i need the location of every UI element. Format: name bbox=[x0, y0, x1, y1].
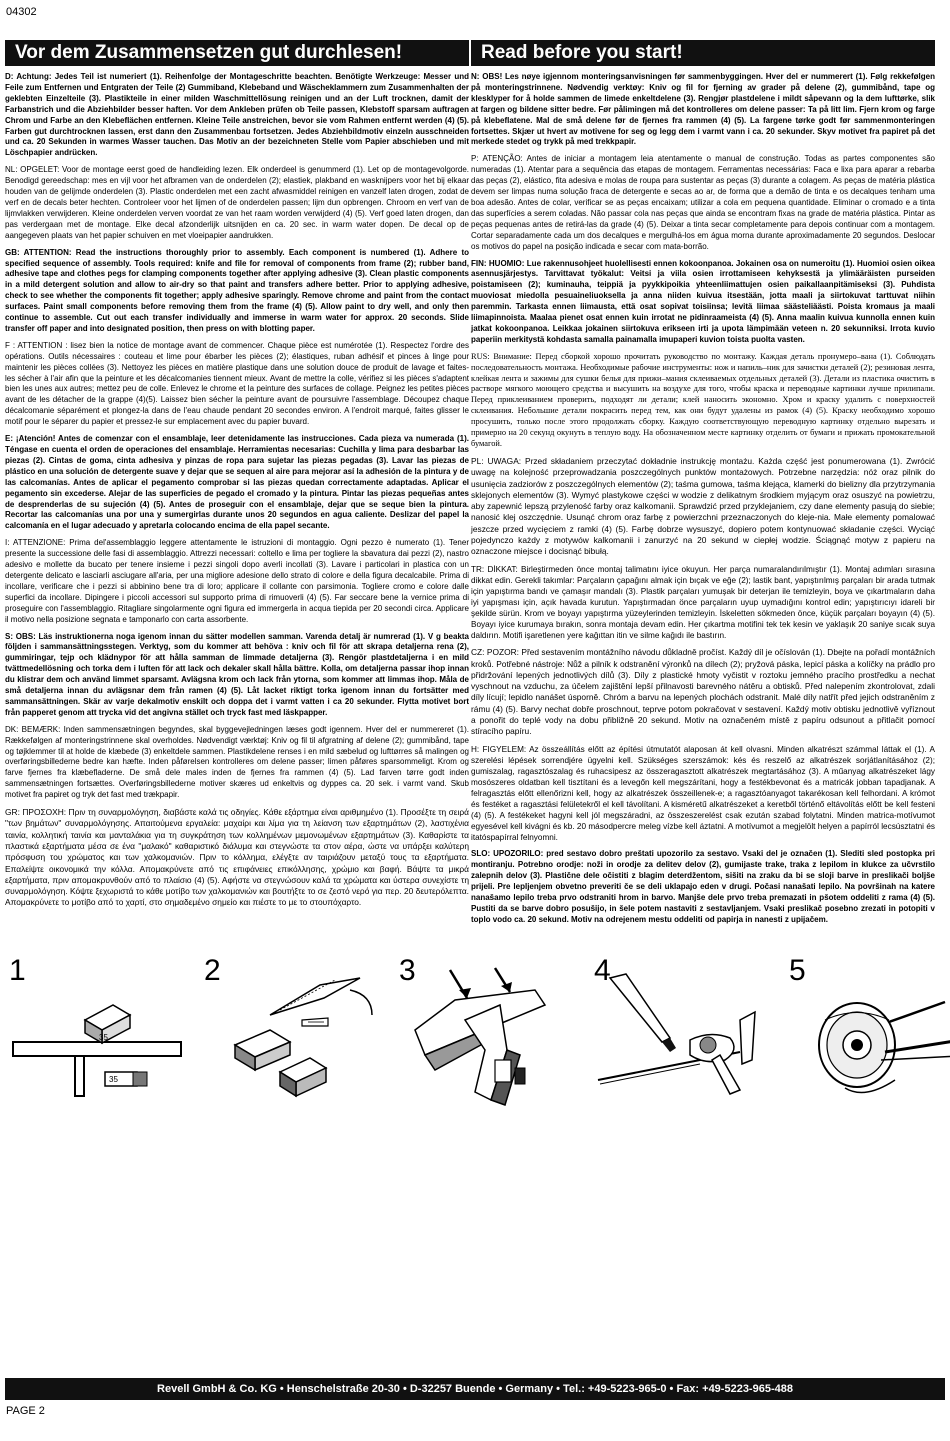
instruction-figures bbox=[5, 954, 945, 1120]
left-column bbox=[5, 40, 469, 915]
decal-water-illustration bbox=[785, 960, 950, 1120]
header-right: Read before you start! bbox=[471, 40, 935, 66]
instruction-paragraph-i: I: ATTENZIONE: Prima del'assemblaggio leggere attentamente le istruzioni di montaggio. Ogni pezzo è numerato (1). Tener presente la successione delle fasi di assemblaggio. Attrezzi necessari: coltello e lima per togliere la sbavatura dai pezzi (2), nastro adesivo e mollette da bucato per tenere insieme i pezzi singoli dopo averli incollati (3). Lavare i particolari in plastica con un detergente delicato e lasciarli asciugare all'aria, per una migliore adesione dello strato di colore e della figura decalcabile. Prima di incollare, verificare che i pezzi si abbinino bene tra di loro; applicare il collante con parsimonia. Togliere cromo e colore dalle superfici da incollare. Dipingere i piccoli accessori sul supporto prima di rimuoverli (4) (5). Far seccare bene la vernice prima di proseguire con l'assemblaggio. Ritagliare singolarmente ogni figura ed immergerla in acqua tiepida per 20 secondi circa. Applicare il motivo nella posizione segnata e tamponarlo con carta assorbente. bbox=[5, 538, 469, 624]
instruction-paragraph-e: E: ¡Atención! Antes de comenzar con el ensamblaje, leer detenidamente las instrucciones. Cada pieza va numerada (1). Téngase en cuenta el orden de operaciones del ensamblaje. Herramientas necesarias: Cuchilla y lima para desbarbar las piezas (2). Cintas de goma, cinta adhesiva y pinzas de ropa para sujetar las piezas pegadas (3). Lavar las piezas de plástico en una solución de detergente suave y dejar que se sequen al aire para mejorar así la adhesión de la pintura y de las calcomanías. Antes de aplicar el pegamento comprobar si las piezas quedan correctamente adaptadas. Aplicar el pegamento sin excederse. Alejar de las superficies de pegado el cromado y la pintura. Pintar las piezas pequeñas antes de desprenderlas de su sujeción (4) (5). Antes de proseguir con el ensamblaje, dejar que se seque bien la pintura. Recortar las calcomanías una por una y sumergirlas durante unos 20 segundos en agua caliente. Deslizar del papel la calcomanía en el lugar adecuado y apretarla colocando encima de ella papel secante. bbox=[5, 434, 469, 531]
painting-illustration bbox=[590, 960, 770, 1120]
clamping-illustration bbox=[395, 960, 575, 1120]
left-paragraphs bbox=[5, 72, 469, 909]
instruction-paragraph-p: P: ATENÇÃO: Antes de iniciar a montagem leia atentamente o manual de construção. Todas as partes componentes são numeradas (1). Atentar para a sequência das etapas de montagem. Ferramentas necessárias: Faca e lixa para aparar a rebarba das peças (2), elástico, fita adesiva e molas de roupa para sustentar as peças (3) durante a colagem. As peças de matéria plástica devem ser limpas numa solução fraca de detergente e secas ao ar, de forma que a demão de tinta e os decalques tenham uma boa adesão. Antes de colar, verificar se as peças encaixam; utilizar a cola em pequena quantidade. Eliminar o cromado e a tinta das superfícies a serem coladas. Não passar cola nas peças que ainda se encontram fixas na grade de matéria plástica. Pintar as peças pequenas antes de retirá-las da grade (4) (5). Deixar a tinta secar completamente para depois continuar com a montagem. Cortar separadamente cada um dos decalques e mergulhá-los em água morna durante aproximadamente 20 segundos. Deslocar os motivos do papel na posição indicada e secar com mata-borrão. bbox=[471, 154, 935, 251]
instruction-paragraph-f: F : ATTENTION : lisez bien la notice de montage avant de commencer. Chaque pièce est numérotée (1). Respectez l'ordre des opérations. Outils nécessaires : couteau et lime pour ébarber les pièces (2); élastiques, ruban adhésif et pinces à linge pour maintenir les pièces collées (3). Nettoyez les pièces en matière plastique dans une solution douce de produit de lavage et faites-les sécher à l'air afin que la peinture et les décalcomanies tiennent mieux. Avant de mettre la colle, vérifiez si les pièces s'adaptent bien les unes aux autres; mettez peu de colle. Enlevez le chrome et la peinture des surfaces de collage. Peignez les petites pièces avant de les détacher de la grappe (4)(5). Laissez bien sécher la peinture avant de poursuivre l'assemblage. Découpez chaque décalcomanie séparément et plongez-la dans de l'eau chaude pendant 20 secondes environ. A l'endroit marqué, faites glisser le motif pour le séparer du papier et pressez-le sur emplacement avec du papier buvard. bbox=[5, 340, 469, 427]
page-number: PAGE 2 bbox=[6, 1405, 45, 1417]
instruction-paragraph-s: S: OBS: Läs instruktionerna noga igenom innan du sätter modellen samman. Varenda detalj är numrerad (1). V g beakta följden i sammansättningsstegen. Verktyg, som du kommer att behöva : kniv och fil för att skrapa detaljerna rena (2), gummiringar, tejp och klädnypor för att hålla samman de limmade detaljerna (3). Rengör plastdetaljerna i en mild tvättmedellösning och torka dem i luften för att lack och dekaler skall hålla bättre. Kolla, om detaljerna passar ihop innan du klistrar dem och använd limmet sparsamt. Avlägsna krom och lack från ytorna, som kommer att limmas ihop. Måla de små detaljerna innan du avlägsnar dem från ramen (4) (5). Låt lacket riktigt torka igenom innan du fortsätter med sammansättningen. Skär av varje dekalmotiv enskilt och doppa det i varmt vatten i ca 20 sekunder. Flytta motivet bort från papperet genom att trycka vid det angivna stället och tryck fast med läskpapper. bbox=[5, 631, 469, 717]
figure-5 bbox=[785, 954, 950, 1120]
knife-file-illustration bbox=[200, 960, 380, 1120]
instruction-paragraph-slo: SLO: UPOZORILO: pred sestavo dobro preštati upozorilo za sestavo. Vsaki del je označen (1). Slediti sled postopka pri montiranju. Potrebno orodje: noži in orodje za delitev delov (2), gumijaste trake, traka z lepilom in klukce za učvrstilo zalepnih delov (3). Plastične dele očistiti z blagim deterdžentom, sišiti na zraku da bi se sloji barve in preslikači boljše prijeli. Pre lepljenjem obvetno preveriti če se deli uklapajo eden v drugi. Počasi nanašati lepilo. Na površinah na katere nanašamo lepilo treba prvo odstraniti hrom in barvo. Manjše dele prvo treba premazati in pšotem oddeliti z rama (4) (5). Pustiti da se barve dobro posušijo, in šele potem nastaviti z sestavljanjem. Vsaki preslikač posebno zrezati in potopiti v toplo vodo ca. 20 sekund. Motiv na odrejenem mestu oddeliti od papirja in nanesti z upijačem. bbox=[471, 849, 935, 924]
figure-number: 2 bbox=[204, 954, 221, 987]
figure-1 bbox=[5, 954, 185, 1120]
instruction-paragraph-h: H: FIGYELEM: Az összeállítás előtt az építési útmutatót alaposan át kell olvasni. Minden alkatrészt számmal láttak el (1). A szerelési lépések sorrendjére ügyelni kell. Szükséges szerszámok: kés és reszelő az alkatrészek sorjátlanításához (2); gumiszalag, ragasztószalag és ruhacsipesz az összeragasztott alkatrészek megtartásához (3). A műanyag alkatrészeket lágy mosószeres oldatban kell tisztítani és a levegőn kell megszárítani, hogy a festékbevonat és a matricák jobban tapadjanak. A felragasztás előtt ellenőrizni kell, hogy az alkatrészek összeillenek-e; a ragasztóanyagot takarékosan kell felhordani. A krómot és festéket a ragasztási felületekről el kell távolítani. A kisméretű alkatrészeket a keretből történő eltávolítás előtt be kell festeni (4) (5). A festékeket hagyni kell jól megszáradni, az összeszerelést csak ezután szabad folytatni. Minden matrica-motívumot egyesével kell kivágni és kb. 20 másodpercre meleg vízbe kell áztatni. A motívumot a megjelölt helyen a papírról lecsúsztatni és itatóspapírral felnyomni. bbox=[471, 744, 935, 843]
figure-number: 3 bbox=[399, 954, 416, 987]
header-left: Vor dem Zusammensetzen gut durchlesen! bbox=[5, 40, 469, 66]
figure-3 bbox=[395, 954, 575, 1120]
figure-number: 5 bbox=[789, 954, 806, 987]
instruction-paragraph-cz: CZ: POZOR: Před sestavením montážního návodu důkladně pročíst. Každý díl je očíslován (1). Dbejte na pořadí montážních kroků. Potřebné nástroje: Nůž a pilník k odstranění výronků na dílech (2); pryžová páska, lepicí páska a kolíčky na prádlo pro přidržování lepených jednotlivých dílů (3). Díly z plastické hmoty vyčistit v roztoku jemného pracího prostředku a nechat vyschnout na vzduchu, za účelem zajištění lepší přilnavosti barevného nátěru a obtisků. Před nalepením zkontrolovat, zdali díly lícují; lepidlo nanášet úsporně. Chróm a barvu na lepených plochách odstranit. Malé díly natřít před jejich odstraněním z rámu (4) (5). Barvy nechat dobře proschnout, teprve potom pokračovat v sestavení. Každý motiv obtisku jednotlivě vyříznout a ponořit do teplé vody na dobu přibližně 20 sekund. Motiv na označeném místě z papíru odsunout a přitlačit pomocí stíracího papíru. bbox=[471, 647, 935, 737]
figure-number: 4 bbox=[594, 954, 611, 987]
numbered-parts-illustration bbox=[5, 960, 185, 1120]
figure-2 bbox=[200, 954, 380, 1120]
instruction-paragraph-gr: GR: ΠΡΟΣΟΧΗ: Πριν τη συναρμολόγηση, διαβάστε καλά τις οδηγίες. Κάθε εξάρτημα είναι αριθμημένο (1). Προσέξτε τη σειρά "των βημάτων" συναρμολόγησης. Απαιτούμενα εργαλεία: μαχαίρι και λίμα για τη λείανση των εξαρτημάτων (2), λαστιχένια ταινία, κολλητική ταινία και μανταλάκια για τη συγκράτηση των κολλημένων μεμονωμένων εξαρτημάτων (3). Καθαρίστε τα πλαστικά εξαρτήματα μέσα σε ένα "μαλακό" καθαριστικό διάλυμα και στεγνώστε τα στον αέρα, ώστε να υπάρξει καλύτερη πρόσφυση του χρώματος και των χαλκομανιών. Πριν το κόλλημα, ελέγξτε αν ταιριάζουν μεταξύ τους τα εξαρτήματα. Επαλείψτε οικονομικά την κόλλα. Απομακρύνετε από τις επιφάνειες επικόλλησης, χρώμιο και βαφή. Βάψτε τα μικρά εξαρτήματα, πριν απομακρυνθούν από το πλαίσιο (4) (5). Αφήστε να στεγνώσουν καλά τα χρώματα και ύστερα συνεχίστε τη συναρμολόγηση. Κόψτε ξεχωριστά το κάθε μοτίβο των χαλκομανιών και βουτήξτε το σε ζεστό νερό για περ. 20 δευτερόλεπτα. Απομακρύνετε το μοτίβο από το χαρτί, στο σημαδεμένο σημείο και πιέστε το με το στουπόχαρτο. bbox=[5, 807, 469, 908]
instruction-paragraph-gb: GB: ATTENTION: Read the instructions thoroughly prior to assembly. Each component is numbered (1). Adhere to specified sequence of assembly. Tools required: knife and file for removal of components from frame (2); rubber band, adhesive tape and clothes pegs for clamping components together after applying adhesive (3). Clean plastic components in a mild detergent solution and allow to air-dry so that paint and transfers adhere better. Prior to applying adhesive, check to see whether the components fit together; apply adhesive sparingly. Remove chrome and paint from the contact surfaces. Paint small components before removing them from the frame (4) (5). Allow paint to dry well, and only then continue to assemble. Cut out each transfer individually and immerse in warm water for approx. 20 seconds. Slide transfer off paper and into designated position, then press on with blotting paper. bbox=[5, 247, 469, 333]
instruction-paragraph-de: D: Achtung: Jedes Teil ist numeriert (1). Reihenfolge der Montageschritte beachten. Benötigte Werkzeuge: Messer und Feile zum Entfernen und Entgraten der Teile (2) Gummiband, Klebeband und Wäscheklammern zum Zusammenhalten der geklebten Einzelteile (3). Plastikteile in einer milden Waschmittellösung reinigen und an der Luft trocknen, damit der Farbanstrich und die Abziehbilder besser haften. Vor dem Ankleben prüfen ob Teile passen, Klebstoff sparsam auftragen Chrom und Farbe an den Klebeflächen entfernen. Kleine Teile anstreichen, bevor sie vom Rahmen entfernt werden (4) (5). Farben gut durchtrocknen lassen, erst dann den Zusammenbau fortsetzen. Jedes Abziehbildmotiv einzeln ausschneiden und ca. 20 Sekunden in warmes Wasser tauchen. Das Motiv an der bezeichneten Stelle vom Papier abschieben und mit Löschpapier andrücken. bbox=[5, 72, 469, 158]
instruction-paragraph-dk: DK: BEMÆRK: Inden sammensætningen begyndes, skal byggevejledningen læses godt igennem. Hver del er nummereret (1). Rækkefølgen af monteringstrinnene skal overholdes. Nødvendigt værktøj: Kniv og fil til afgratning af delene (2); gummibånd, tape og tøjklemmer til at holde de klæbede (3) enkeltdele sammen. Plastikdelene renses i en mild sæbelud og lufttørres så malingen og overføringsbillederne bedre kan hæfte. Inden påførelsen kontrolleres om delene passer; limen påføres sparsommeligt. Krom og farve fjernes fra klæbefladerne. De små dele males inden de fjernes fra rammen (4) (5). Lad farven tørre godt inden sammensætningen fortsættes. Overføringsbillederne motiver skæres ud enkeltvis og dyppes ca. 20 sek. i varmt vand. Skub motivet fra papiret og tryk det fast med trækpapir. bbox=[5, 724, 469, 800]
instruction-paragraph-rus: RUS: Внимание: Перед сборкой хорошо прочитать руководство по монтажу. Каждая деталь пронумеро–вана (1). Соблюдать последовательность монтажа. Необходимые рабочие инструменты: нож и напиль–ник для зачистки деталей (2); резиновая лента, клейкая лента и зажимы для сушки белья для пpижи–мания склеиваемых отдельных деталей (3). Детали из пластика очистить в растворе мягкого моющего средства и высушить на воздухе для того, чтобы краска и переводные картинки лучше прилипали. Перед приклеиванием проверить, подходят ли детали; клей наносить экономно. Хром и краску удалить с поверхностей склеивания. Небольшие детали покрасить перед тем, как они будут удалены из рамок (4) (5). Краску необходимо хорошо просушить, только после этого продолжать сборку. Каждую соответствующую переводную картинку отдельно вырезать и примерно на 20 секунд окунуть в теплую воду. На обозначенном месте картинку отделить от бумаги и прижать промокательной бумагой. bbox=[471, 351, 935, 448]
instruction-paragraph-fin: FIN: HUOMIO: Lue rakennusohjeet huolellisesti ennen kokoonpanoa. Jokainen osa on numeroitu (1). Huomioi osien oikea asennusjärjestys. Tarvittavat työkalut: Veitsi ja viila osien irrottamiseen kehyksestä ja ylimääräisten purseiden poistamiseen (2); kuminauha, teippiä ja pyykkipoikia yhteenliimattujen osien paikallaanpitämiseksi (3). Puhdista muoviosat miedolla pesuaineliuoksella ja anna niiden kuivua itsestään, jotta maali ja siirtokuvat tarttuvat niihin paremmin. Tarkasta ennen liimausta, että osat sopivat toisiinsa; levitä liimaa säästeliäästi. Poista kromaus ja maali liimapinnoista. Maalaa pienet osat ennen kuin irrotat ne pidinraameista (4) (5). Anna maalin kuivua kunnolla ennen kuin jatkat kokoonpanoa. Leikkaa jokainen siirtokuva erikseen irti ja upota lämpimään veteen n. 20 sekunniksi. Irrota kuvio paperiin merkitystä kohdasta samalla painamalla imupaperi kuvion toista puolta vasten. bbox=[471, 258, 935, 344]
part-number-label: 35 bbox=[99, 1033, 108, 1042]
figure-number: 1 bbox=[9, 954, 26, 987]
footer-address: Revell GmbH & Co. KG • Henschelstraße 20-30 • D-32257 Buende • Germany • Tel.: +49-5223-965-0 • Fax: +49-5223-965-488 bbox=[5, 1378, 945, 1400]
instruction-paragraph-nl: NL: OPGELET: Voor de montage eerst goed de handleiding lezen. Elk onderdeel is genummerd (1). Let op de montagevolgorde. Benodigd gereedschap: mes en vijl voor het afbramen van de onderdelen (2); elastiek, plakband en wasknijpers voor het bij elkaar houden van de gelijmde onderdelen (3). Plastic onderdelen met een zacht afwasmiddel reinigen en vanzelf laten drogen, zodat de verf en de decals beter hechten. Controleer voor het lijmen of de onderdelen passen; lijm dun opbrengen. Chroom en verf van de lijmvlakken verwijderen. Kleine onderdelen verven voordat ze van het raam worden verwijderd (4) (5). Verf goed laten drogen, dan pas verdergaan met de montage. Elke decal afzonderlijk uitsnijden en ca. 20 sec. in warm water dopen. De decal op de aangegeven plaats van het papier schuiven en met vloeipapier aandrukken. bbox=[5, 165, 469, 240]
right-column bbox=[471, 40, 935, 932]
figure-4 bbox=[590, 954, 770, 1120]
instruction-paragraph-tr: TR: DİKKAT: Birleştirmeden önce montaj talimatını iyice okuyun. Her parça numaralandırılmıştır (1). Montaj adımları sırasına dikkat edin. Gerekli takımlar: Parçaların çapağını almak için bıçak ve eğe (2); lastik bant, yapıştırılmış parçaları bir arada tutmak için yapıştırma bandı ve çamaşır mandalı (3). Plastik parçaları yumuşak bir deterjan ile temizleyin, boya ve çıkartmaların daha iyi yapışması için, açık havada kurutun. Yapıştırmadan önce parçaların uyup uymadığını kontrol edin; yapıştırıcıyı idareli bir şekilde sürün. Krom ve boyayı yapıştırma yüzeylerinden temizleyin. İskeletten sökmeden önce, küçük parçaları boyayın (4) (5). Boyayı iyice kurumaya bırakın, sonra montaja devam edin. Her çıkartma motifini tek tek kesin ve yaklaşık 20 saniye sıcak suya daldırın. Motifi işaretlenen yere kağıttan itin ve silme kağıdı ile bastırın. bbox=[471, 564, 935, 641]
part-number-label: 35 bbox=[109, 1075, 118, 1084]
instruction-paragraph-n: N: OBS! Les nøye igjennom monteringsanvisningen før sammenbyggingen. Hver del er nummerert (1). Følg rekkefølgen på monteringstrinnene. Nødvendig verktøy: Kniv og fil for fjerning av grader på delene (2), gummibånd, tape og klesklyper for å holde sammen de limede enkeltdelene (3). Rengjør plastdelene i mildt såpevann og la dem lufttørke, slik at fargen og bildene sitter bedre. Før pålimingen må det kontrolleres om delene passer: Ta på litt lim. Fjern krom og farge på klebeflatene. Mal de små delene før de fjernes fra rammen (4) (5). La fargene tørke godt før sammenmonteringen fortsettes. Skjær ut hvert av motivene for seg og legg dem i varmt vann i ca. 20 sekunder. Skyv motivet fra papiret på det merkede stedet og trykk på med trekkpapir. bbox=[471, 72, 935, 147]
document-code: 04302 bbox=[6, 6, 37, 18]
right-paragraphs bbox=[471, 72, 935, 926]
instruction-paragraph-pl: PL: UWAGA: Przed składaniem przeczytać dokładnie instrukcję montażu. Każda część jest ponumerowana (1). Zwrócić uwagę na kolejność przeprowadzania poszczególnych punktów montażowych. Potrzebne narzędzia: nóż oraz pilnik do usunięcia zadziorów z poszczególnych elementów (2); taśma gumowa, taśma klejąca, klamerki do bielizny dla przytrzymania sklejonych elementów (3). Wymyć plastykowe części w wodzie z delikatnym środkiem myjącym oraz osuszyć na powietrzu, aby zapewnić lepszą przyleność farby oraz kalkomanii. Sprawdzić przed przyklejaniem, czy dane elementy pasują do siebie; nanosić klej oszczędnie. Usunąć chrom oraz farbę z powierzchni przeznaczonych do kleje-nia. Małe elementy pomalować jeszcze przed wycięciem z ramki (4) (5). Farbę dobrze wysuszyć, dopiero potem kontynuować składanie części. Wyciąć pojedynczo każdy z motywów kalkomanii i zanurzyć na 20 sekund w ciepłej wodzie. Ściągnąć motyw z papieru na oznaczone miejsce i docisnąć bibułą. bbox=[471, 455, 935, 557]
